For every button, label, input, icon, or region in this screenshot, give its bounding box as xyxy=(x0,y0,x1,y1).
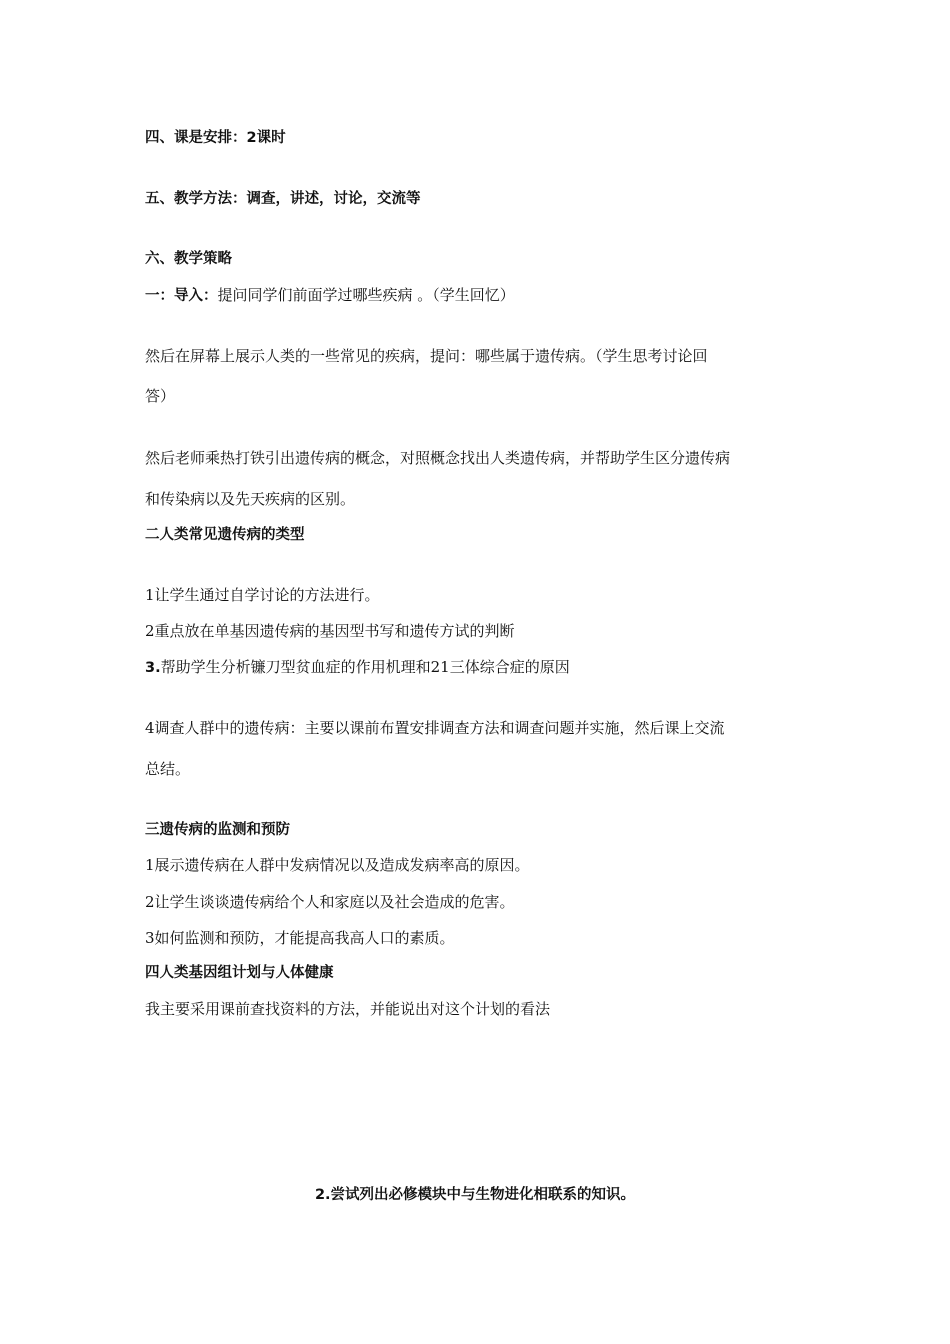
list-item xyxy=(145,657,825,678)
paragraph-line: 然后老师乘热打铁引出遗传病的概念，对照概念找出人类遗传病，并帮助学生区分遗传病 xyxy=(145,449,731,467)
intro-heading: 一：导入： xyxy=(145,288,218,304)
section-methods: 五、教学方法：调查，讲述，讨论，交流等 xyxy=(145,191,421,207)
question-heading: 2.尝试列出必修模块中与生物进化相联系的知识。 xyxy=(314,1187,636,1203)
list-item: 2让学生谈谈遗传病给个人和家庭以及社会造成的危害。 xyxy=(145,893,515,911)
paragraph-line: 和传染病以及先天疾病的区别。 xyxy=(145,490,356,508)
heading-human-genome: 四人类基因组计划与人体健康 xyxy=(145,965,334,981)
list-item: 4调查人群中的遗传病：主要以课前布置安排调查方法和调查问题并实施，然后课上交流 xyxy=(145,719,725,737)
list-item: 3如何监测和预防，才能提高我高人口的素质。 xyxy=(145,929,455,947)
list-item: 2重点放在单基因遗传病的基因型书写和遗传方试的判断 xyxy=(145,622,515,640)
heading-genetic-disease-types: 二人类常见遗传病的类型 xyxy=(145,527,305,543)
list-item-continued: 总结。 xyxy=(145,760,191,778)
list-text: 帮助学生分析镰刀型贫血症的作用机理和21三体综合症的原因 xyxy=(160,658,570,676)
intro-line xyxy=(145,285,825,306)
list-item: 1让学生通过自学讨论的方法进行。 xyxy=(145,586,380,604)
intro-text: 提问同学们前面学过哪些疾病 。（学生回忆） xyxy=(217,286,515,304)
heading-monitoring-prevention: 三遗传病的监测和预防 xyxy=(145,822,290,838)
paragraph-line: 答） xyxy=(145,387,176,405)
section-strategy: 六、教学策略 xyxy=(145,251,232,267)
list-number: 3. xyxy=(145,660,161,676)
list-item: 1展示遗传病在人群中发病情况以及造成发病率高的原因。 xyxy=(145,856,530,874)
paragraph-line: 然后在屏幕上展示人类的一些常见的疾病，提问：哪些属于遗传病。（学生思考讨论回 xyxy=(145,347,708,365)
paragraph-line: 我主要采用课前查找资料的方法，并能说出对这个计划的看法 xyxy=(145,1000,551,1018)
section-schedule: 四、课是安排：2课时 xyxy=(145,130,286,146)
